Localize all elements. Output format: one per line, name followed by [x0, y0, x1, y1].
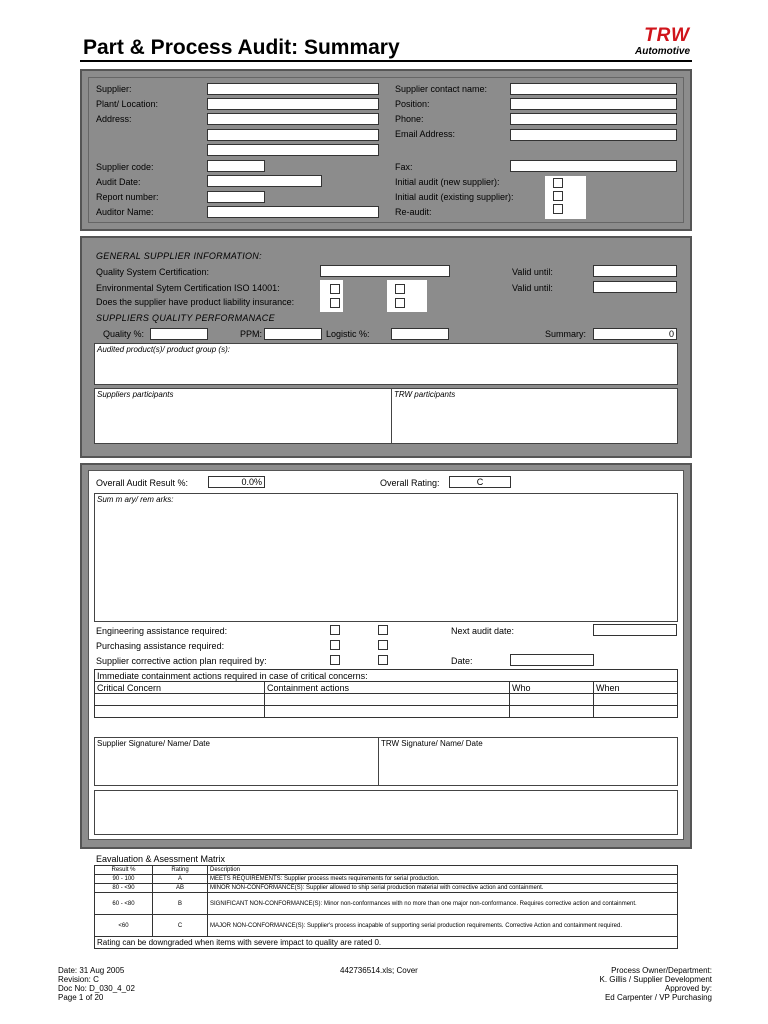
valid-until-2-label: Valid until:: [512, 283, 553, 293]
supplier-participants-label: Suppliers participants: [97, 390, 174, 399]
valid-until-1-field[interactable]: [593, 265, 677, 277]
address-field-1[interactable]: [207, 113, 379, 125]
env-cert-checkbox-no[interactable]: [395, 284, 405, 294]
address-field-2[interactable]: [207, 129, 379, 141]
email-label: Email Address:: [395, 129, 456, 139]
overall-result-value[interactable]: 0.0%: [208, 476, 265, 488]
report-number-field[interactable]: [207, 191, 265, 203]
summary-remarks-box[interactable]: [94, 493, 678, 622]
matrix-table: [94, 865, 678, 949]
auditor-name-field[interactable]: [207, 206, 379, 218]
table-cell: <60: [95, 915, 153, 937]
supplier-label: Supplier:: [96, 84, 132, 94]
plant-label: Plant/ Location:: [96, 99, 159, 109]
engineering-label: Engineering assistance required:: [96, 626, 228, 636]
table-cell[interactable]: [95, 694, 265, 706]
table-cell: SIGNIFICANT NON-CONFORMANCE(S): Minor non-conformances with no more than one major non-conformance. Requires corrective action and containment.: [208, 893, 678, 915]
table-cell[interactable]: [594, 694, 678, 706]
matrix-header-rating: Rating: [153, 866, 208, 875]
footer-left: [58, 966, 135, 1002]
purchasing-checkbox-no[interactable]: [378, 640, 388, 650]
initial-new-label: Initial audit (new supplier):: [395, 177, 500, 187]
quality-pct-field[interactable]: [150, 328, 208, 340]
table-row: [95, 884, 678, 893]
footer-doc-no: Doc No: D_030_4_02: [58, 984, 135, 993]
general-heading: GENERAL SUPPLIER INFORMATION:: [96, 251, 262, 261]
table-row: [95, 706, 678, 718]
corrective-checkbox-yes[interactable]: [330, 655, 340, 665]
initial-existing-checkbox[interactable]: [553, 191, 563, 201]
supplier-code-label: Supplier code:: [96, 162, 154, 172]
audited-products-label: Audited product(s)/ product group (s):: [97, 345, 230, 354]
quality-cert-field[interactable]: [320, 265, 450, 277]
summary-label: Summary:: [545, 329, 587, 339]
table-cell: MEETS REQUIREMENTS: Supplier process meets requirements for serial production.: [208, 875, 678, 884]
matrix-title: Eavaluation & Asessment Matrix: [96, 854, 226, 864]
footer-owner-name: K. Gillis / Supplier Development: [599, 975, 712, 984]
position-field[interactable]: [510, 98, 677, 110]
position-label: Position:: [395, 99, 430, 109]
footer-page: Page 1 of 20: [58, 993, 104, 1002]
re-audit-checkbox[interactable]: [553, 204, 563, 214]
date-field[interactable]: [510, 654, 594, 666]
matrix-header-result: Result %: [95, 866, 153, 875]
engineering-checkbox-no[interactable]: [378, 625, 388, 635]
footer-revision: Revision: C: [58, 975, 99, 984]
valid-until-2-field[interactable]: [593, 281, 677, 293]
overall-rating-label: Overall Rating:: [380, 478, 440, 488]
quality-cert-label: Quality System Certification:: [96, 267, 210, 277]
address-label: Address:: [96, 114, 132, 124]
summary-remarks-label: Sum m ary/ rem arks:: [97, 495, 174, 504]
env-cert-label: Environmental Sytem Certification ISO 14001:: [96, 283, 280, 293]
table-cell[interactable]: [265, 706, 510, 718]
table-row: [95, 893, 678, 915]
footer-file: 442736514.xls; Cover: [340, 966, 418, 975]
auditor-name-label: Auditor Name:: [96, 207, 154, 217]
trw-logo: [598, 26, 690, 60]
table-cell[interactable]: [510, 706, 594, 718]
liability-checkbox-yes[interactable]: [330, 298, 340, 308]
table-cell: A: [153, 875, 208, 884]
corrective-label: Supplier corrective action plan required by:: [96, 656, 267, 666]
matrix-note: Rating can be downgraded when items with severe impact to quality are rated 0.: [95, 937, 678, 949]
footer-approved: Approved by:: [664, 984, 712, 993]
address-field-3[interactable]: [207, 144, 379, 156]
footer-right: [600, 966, 713, 1002]
table-row: [95, 694, 678, 706]
performance-heading: SUPPLIERS QUALITY PERFORMANACE: [96, 313, 275, 323]
ppm-field[interactable]: [264, 328, 322, 340]
liability-label: Does the supplier have product liability insurance:: [96, 297, 295, 307]
trw-participants-label: TRW participants: [394, 390, 456, 399]
overall-rating-value[interactable]: C: [449, 476, 511, 488]
audit-date-label: Audit Date:: [96, 177, 141, 187]
table-cell[interactable]: [265, 694, 510, 706]
column-critical-concern: Critical Concern: [95, 682, 265, 694]
phone-field[interactable]: [510, 113, 677, 125]
logo-subtitle: Automotive: [635, 46, 690, 57]
corrective-checkbox-no[interactable]: [378, 655, 388, 665]
trw-signature-label: TRW Signature/ Name/ Date: [381, 739, 483, 748]
initial-new-checkbox[interactable]: [553, 178, 563, 188]
purchasing-checkbox-yes[interactable]: [330, 640, 340, 650]
valid-until-1-label: Valid until:: [512, 267, 553, 277]
contact-name-field[interactable]: [510, 83, 677, 95]
supplier-code-field[interactable]: [207, 160, 265, 172]
table-cell: AB: [153, 884, 208, 893]
supplier-field[interactable]: [207, 83, 379, 95]
table-cell: C: [153, 915, 208, 937]
supplier-participants-box[interactable]: [94, 388, 392, 444]
footer-approver: Ed Carpenter / VP Purchasing: [604, 993, 712, 1002]
page-title: Part & Process Audit: Summary: [83, 36, 400, 59]
summary-value[interactable]: 0: [593, 328, 677, 340]
audited-products-box[interactable]: [94, 343, 678, 385]
table-cell: B: [153, 893, 208, 915]
matrix-header-description: Description: [208, 866, 678, 875]
table-row: [95, 875, 678, 884]
env-check-bg-2: [387, 280, 427, 312]
contact-name-label: Supplier contact name:: [395, 84, 488, 94]
audit-type-bg: [545, 176, 586, 219]
table-cell: MAJOR NON-CONFORMANCE(S): Supplier's process incapable of supporting serial production requirements. Corrective Action and containment required.: [208, 915, 678, 937]
overall-result-label: Overall Audit Result %:: [96, 478, 189, 488]
logistic-field[interactable]: [391, 328, 449, 340]
fax-field[interactable]: [510, 160, 677, 172]
column-when: When: [594, 682, 678, 694]
table-cell[interactable]: [95, 706, 265, 718]
date-label: Date:: [451, 656, 473, 666]
env-cert-checkbox-yes[interactable]: [330, 284, 340, 294]
engineering-checkbox-yes[interactable]: [330, 625, 340, 635]
logistic-label: Logistic %:: [326, 329, 370, 339]
footer-owner: Process Owner/Department:: [611, 966, 712, 975]
notes-box[interactable]: [94, 790, 678, 835]
next-audit-field[interactable]: [593, 624, 677, 636]
ppm-label: PPM:: [240, 329, 263, 339]
trw-participants-box[interactable]: [391, 388, 678, 444]
initial-existing-label: Initial audit (existing supplier):: [395, 192, 514, 202]
containment-title: Immediate containment actions required in case of critical concerns:: [95, 670, 678, 682]
table-cell: 60 - <80: [95, 893, 153, 915]
supplier-signature-box[interactable]: [94, 737, 379, 786]
logo-mark: TRW: [644, 25, 690, 46]
plant-field[interactable]: [207, 98, 379, 110]
containment-table: [94, 669, 678, 718]
column-who: Who: [510, 682, 594, 694]
table-row: [95, 915, 678, 937]
table-cell: MINOR NON-CONFORMANCE(S): Supplier allowed to ship serial production material with corrective action and containment.: [208, 884, 678, 893]
re-audit-label: Re-audit:: [395, 207, 432, 217]
email-field[interactable]: [510, 129, 677, 141]
footer-date: Date: 31 Aug 2005: [58, 966, 125, 975]
phone-label: Phone:: [395, 114, 424, 124]
title-divider: [80, 60, 692, 62]
next-audit-label: Next audit date:: [451, 626, 515, 636]
report-number-label: Report number:: [96, 192, 159, 202]
table-cell[interactable]: [510, 694, 594, 706]
trw-signature-box[interactable]: [378, 737, 678, 786]
fax-label: Fax:: [395, 162, 413, 172]
audit-date-field[interactable]: [207, 175, 322, 187]
purchasing-label: Purchasing assistance required:: [96, 641, 225, 651]
liability-checkbox-no[interactable]: [395, 298, 405, 308]
table-cell[interactable]: [594, 706, 678, 718]
table-cell: 90 - 100: [95, 875, 153, 884]
supplier-signature-label: Supplier Signature/ Name/ Date: [97, 739, 210, 748]
quality-pct-label: Quality %:: [103, 329, 145, 339]
table-cell: 80 - <90: [95, 884, 153, 893]
column-containment-actions: Containment actions: [265, 682, 510, 694]
